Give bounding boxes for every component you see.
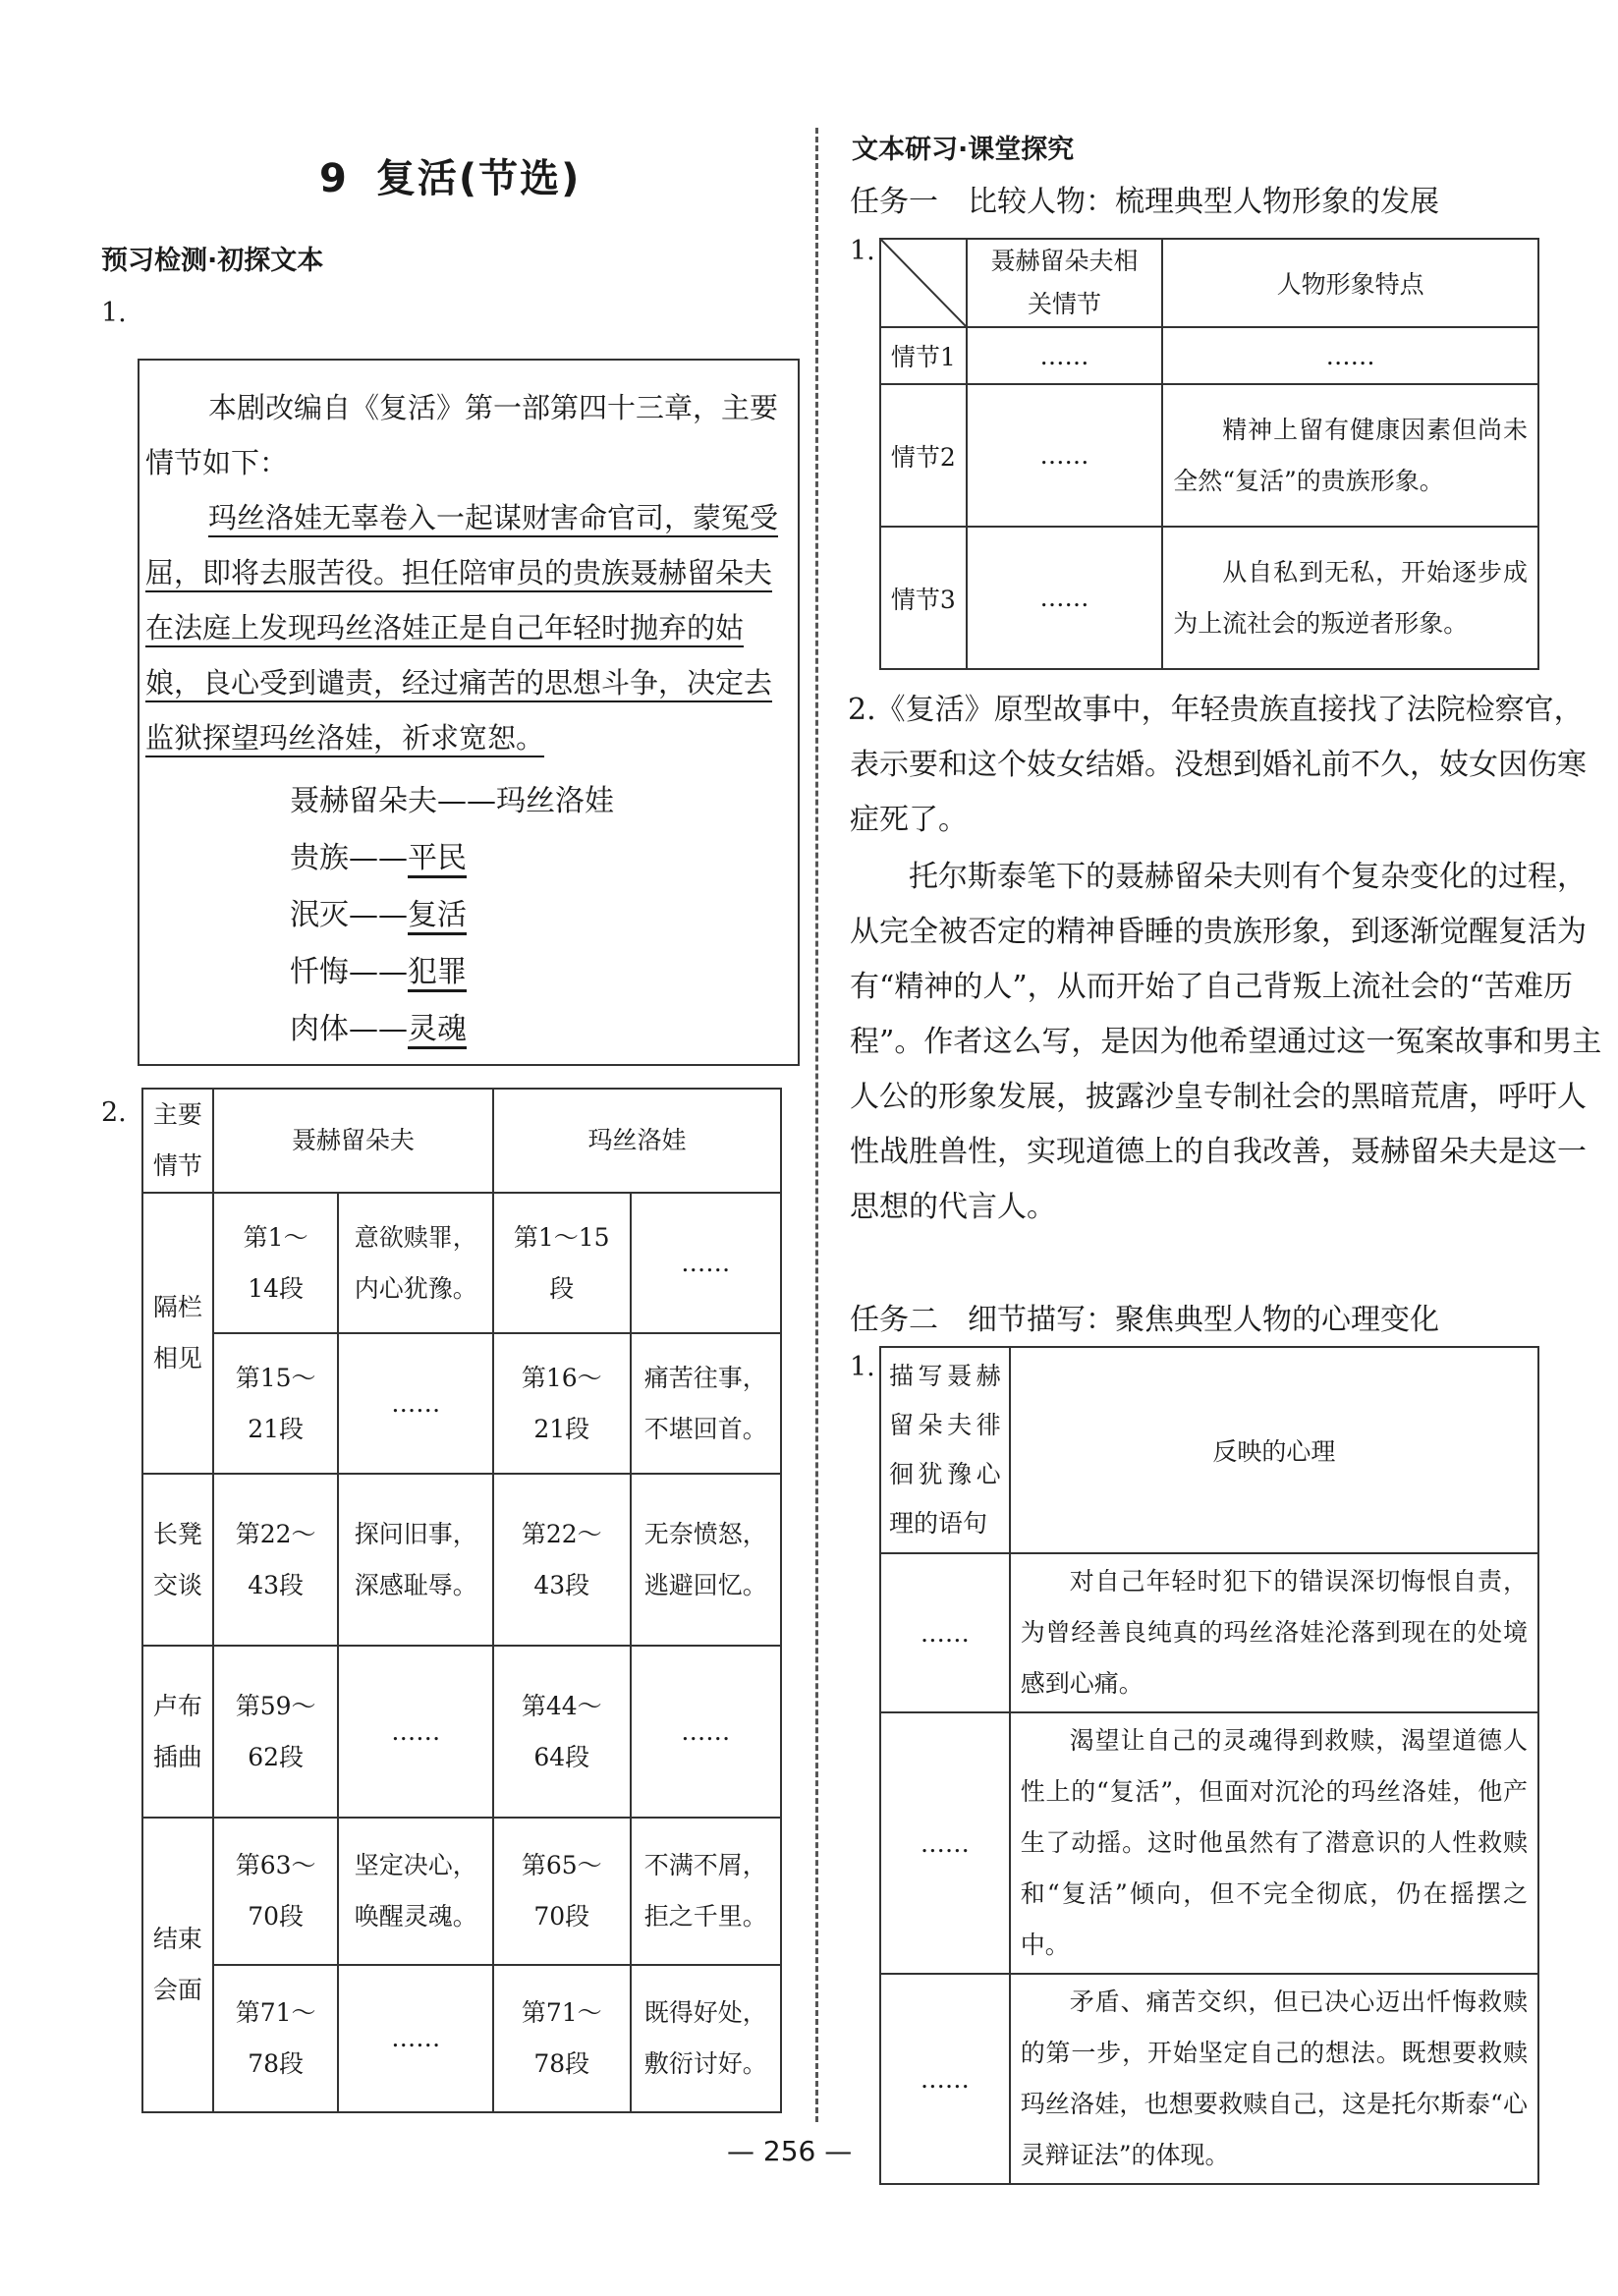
- plot-cell: ……: [967, 527, 1162, 669]
- pair-row: 贵族——平民: [290, 841, 467, 875]
- table-cell: 痛苦往事，不堪回首。: [631, 1333, 782, 1474]
- table-cell: 意欲赎罪，内心犹豫。: [338, 1193, 492, 1333]
- task1-q1-number: 1.: [850, 236, 875, 266]
- pair-row: 肉体——灵魂: [290, 1012, 467, 1046]
- header-maslova: 玛丝洛娃: [493, 1089, 781, 1193]
- mind-cell: 渴望让自己的灵魂得到救赎，渴望道德人性上的“复活”，但面对沉沦的玛丝洛娃，他产生了动摇。这时他虽然有了潜意识的人性救赎和“复活”倾向，但不完全彻底，仍在摇摆之中。: [1010, 1712, 1538, 1974]
- group-name: 结束会面: [142, 1818, 213, 2112]
- table-cell: 第59～62段: [213, 1646, 339, 1818]
- task2-title: 任务二 细节描写：聚焦典型人物的心理变化: [850, 1303, 1439, 1337]
- sentence-cell: ……: [880, 1712, 1010, 1974]
- table-cell: 第71～78段: [213, 1965, 339, 2112]
- header-trait: 人物形象特点: [1162, 239, 1538, 327]
- research-heading: 文本研习·课堂探究: [852, 135, 1075, 165]
- pair-row: 泯灭——复活: [290, 898, 467, 932]
- table-cell: ……: [631, 1646, 782, 1818]
- group-name: 隔栏相见: [142, 1193, 213, 1474]
- table-cell: ……: [631, 1193, 782, 1333]
- header-nekhlyudov: 聂赫留朵夫: [213, 1089, 493, 1193]
- table-cell: 第65～70段: [493, 1818, 631, 1965]
- diagonal-line: [881, 240, 968, 328]
- q2-number: 2.: [101, 1097, 127, 1128]
- column-divider: [815, 128, 818, 2122]
- pair-row: 忏悔——犯罪: [290, 955, 467, 989]
- table-cell: 第71～78段: [493, 1965, 631, 2112]
- trait-cell: 从自私到无私，开始逐步成为上流社会的叛逆者形象。: [1162, 527, 1538, 669]
- plot-label: 情节2: [880, 384, 967, 527]
- table-cell: 无奈愤怒，逃避回忆。: [631, 1474, 782, 1646]
- table-cell: 第1～15段: [493, 1193, 631, 1333]
- summary-plot: 玛丝洛娃无辜卷入一起谋财害命官司，蒙冤受屈，即将去服苦役。担任陪审员的贵族聂赫留朵夫在法庭上发现玛丝洛娃正是自己年轻时抛弃的姑娘，良心受到谴责，经过痛苦的思想斗争，决定去监狱探望玛丝洛娃，祈求宽恕。: [145, 501, 779, 755]
- table-cell: ……: [338, 1646, 492, 1818]
- header-related-plot: 聂赫留朵夫相关情节: [967, 239, 1162, 327]
- sentence-cell: ……: [880, 1974, 1010, 2184]
- plot-cell: ……: [967, 327, 1162, 384]
- q1-number: 1.: [101, 298, 127, 328]
- group-name: 长凳交谈: [142, 1474, 213, 1646]
- table-cell: 第15～21段: [213, 1333, 339, 1474]
- header-plot: 主要情节: [142, 1089, 213, 1193]
- preview-heading: 预习检测·初探文本: [101, 246, 324, 276]
- table-cell: ……: [338, 1333, 492, 1474]
- plot-cell: ……: [967, 384, 1162, 527]
- character-table: [879, 238, 1539, 670]
- table-cell: 不满不屑，拒之千里。: [631, 1818, 782, 1965]
- pair-row: 聂赫留朵夫——玛丝洛娃: [290, 784, 614, 818]
- table-cell: 第22～43段: [493, 1474, 631, 1646]
- psychology-table: [879, 1346, 1539, 2185]
- task1-q2-para1: 2.《复活》原型故事中，年轻贵族直接找了法院检察官，表示要和这个妓女结婚。没想到婚礼前不久，妓女因伤寒症死了。: [848, 693, 1587, 837]
- task1-title: 任务一 比较人物：梳理典型人物形象的发展: [850, 185, 1439, 219]
- summary-intro: 本剧改编自《复活》第一部第四十三章，主要情节如下：: [145, 391, 779, 479]
- table-cell: 探问旧事，深感耻辱。: [338, 1474, 492, 1646]
- lesson-number: 9: [319, 156, 349, 201]
- table-cell: 第44～64段: [493, 1646, 631, 1818]
- lesson-title: [319, 147, 581, 203]
- table-cell: 第16～21段: [493, 1333, 631, 1474]
- plot-table: [141, 1088, 782, 2113]
- trait-cell: ……: [1162, 327, 1538, 384]
- header-sentence: 描写聂赫留朵夫徘徊犹豫心理的语句: [880, 1347, 1010, 1553]
- table-cell: 第63～70段: [213, 1818, 339, 1965]
- plot-label: 情节1: [880, 327, 967, 384]
- diagonal-header-cell: [880, 239, 967, 327]
- table-cell: 第22～43段: [213, 1474, 339, 1646]
- plot-label: 情节3: [880, 527, 967, 669]
- table-cell: 第1～14段: [213, 1193, 339, 1333]
- trait-cell: 精神上留有健康因素但尚未全然“复活”的贵族形象。: [1162, 384, 1538, 527]
- mind-cell: 对自己年轻时犯下的错误深切悔恨自责，为曾经善良纯真的玛丝洛娃沦落到现在的处境感到心痛。: [1010, 1553, 1538, 1712]
- sentence-cell: ……: [880, 1553, 1010, 1712]
- table-cell: 坚定决心，唤醒灵魂。: [338, 1818, 492, 1965]
- task1-q2-para2: 托尔斯泰笔下的聂赫留朵夫则有个复杂变化的过程，从完全被否定的精神昏睡的贵族形象，到逐渐觉醒复活为有“精神的人”，从而开始了自己背叛上流社会的“苦难历程”。作者这么写，是因为他希望通过这一冤案故事和男主人公的形象发展，披露沙皇专制社会的黑暗荒唐，呼吁人性战胜兽性，实现道德上的自我改善，聂赫留朵夫是这一思想的代言人。: [850, 860, 1602, 1224]
- header-mind: 反映的心理: [1010, 1347, 1538, 1553]
- summary-box: [138, 359, 800, 1066]
- table-cell: 既得好处，敷衍讨好。: [631, 1965, 782, 2112]
- task2-q1-number: 1.: [850, 1352, 875, 1382]
- lesson-title-text: 复活(节选): [375, 156, 582, 201]
- group-name: 卢布插曲: [142, 1646, 213, 1818]
- page-number: — 256 —: [727, 2135, 853, 2167]
- table-cell: ……: [338, 1965, 492, 2112]
- mind-cell: 矛盾、痛苦交织，但已决心迈出忏悔救赎的第一步，开始坚定自己的想法。既想要救赎玛丝洛娃，也想要救赎自己，这是托尔斯泰“心灵辩证法”的体现。: [1010, 1974, 1538, 2184]
